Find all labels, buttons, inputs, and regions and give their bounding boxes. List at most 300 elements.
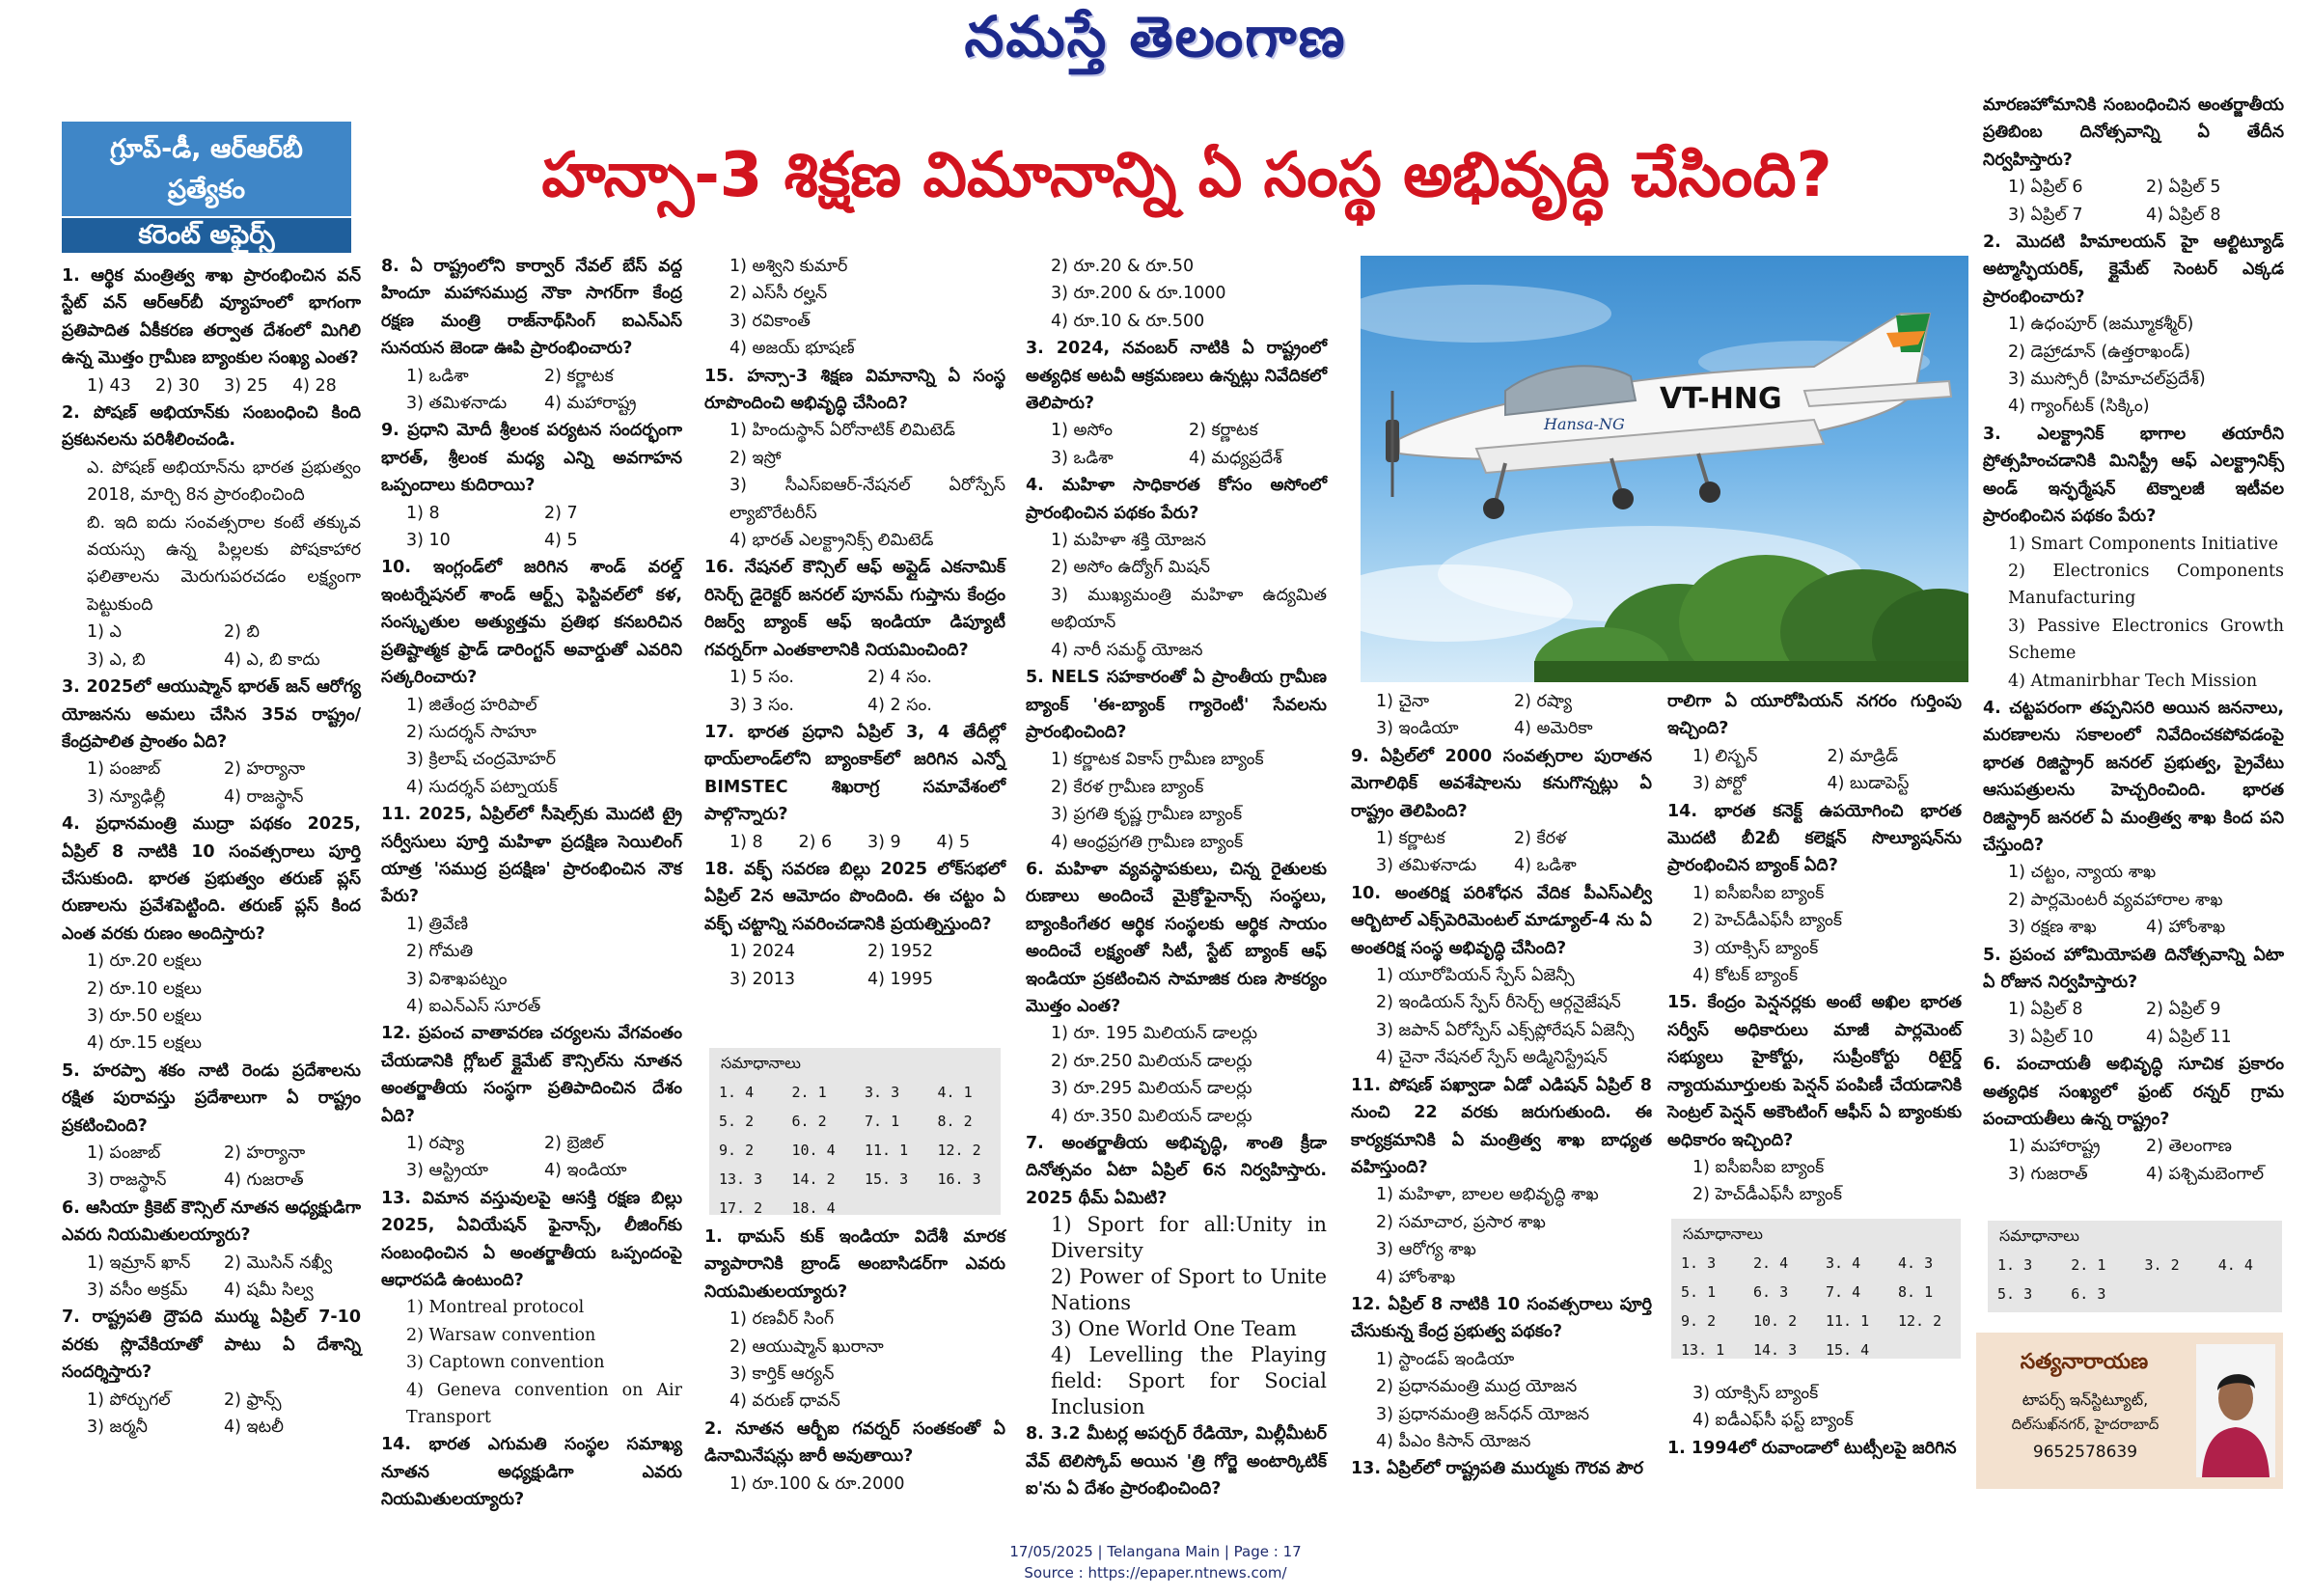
question: 8. 3.2 మీటర్ల అపర్చర్ రేడియో, మిల్లీమీటర్ వేవ్ టెలిస్కోప్ అయిన 'త్రి గోర్జె అంటార్కిటిక్ ఐ'ను ఏ దేశం ప్రారంభించింది? (1026, 1424, 1327, 1500)
answer-cell: 3. 3 (865, 1084, 900, 1101)
option: 1) పంజాబ్ (87, 1143, 161, 1163)
option: 4) ఐఎన్ఎస్ సూరత్ (406, 996, 541, 1016)
option: 4) అజయ్ భూషణ్ (729, 339, 855, 359)
option: 3) జపాన్ ఏరోస్పేస్ ఎక్స్‌ప్లోరేషన్ ఏజెన్సీ (1376, 1020, 1635, 1040)
option: 3) ముస్సోరీ (హిమాచల్‌ప్రదేశ్) (2008, 370, 2206, 390)
avatar (2196, 1344, 2275, 1477)
question: 13. విమాన వస్తువులపై ఆసక్తి రక్షణ బిల్లు 2025, ఏవియేషన్ ఫైనాన్స్, లీజింగ్‌కు సంబంధించిన ఏ అంతర్జాతీయ ఒప్పందంపై ఆధారపడి ఉంటుంది? (381, 1188, 682, 1291)
option: 1) రణవీర్ సింగ్ (729, 1309, 835, 1330)
question: 7. అంతర్జాతీయ అభివృద్ధి, శాంతి క్రీడా దినోత్సవం ఏటా ఏప్రిల్ 6న నిర్వహిస్తారు. 2025 థీమ్ ఏమిటి? (1026, 1134, 1327, 1208)
question: 6. మహిళా వ్యవస్థాపకులు, చిన్న రైతులకు రుణాలు అందించే మైక్రోఫైనాన్స్ సంస్థలు, బ్యాంకింగేతర ఆర్థిక సంస్థలకు ఆర్థిక సాయం అందించే లక్ష్యంతో సిటీ, స్టేట్ బ్యాంక్ ఆఫ్ ఇండియా ప్రకటించిన సామాజిక రుణ సౌకర్యం మొత్తం ఎంత? (1026, 859, 1327, 1016)
option: 2) బి (224, 622, 261, 643)
option: 1) ఒడిశా (406, 366, 469, 386)
author-name: సత్యనారాయణ (2020, 1350, 2149, 1374)
option: 4) వరుణ్ ధావన్ (729, 1391, 840, 1412)
option: 1) 5 సం. (729, 668, 794, 688)
options (1983, 174, 2284, 201)
answer-cell: 14. 3 (1753, 1341, 1798, 1359)
option: 3) రూ.295 మిలియన్ డాలర్లు (1051, 1079, 1252, 1099)
option: 1) చట్టం, న్యాయ శాఖ (2008, 863, 2157, 883)
option: 4) నారీ సమర్థ్ యోజన (1051, 640, 1203, 660)
option: 1) హిందుస్థాన్ ఏరోనాటిక్ లిమిటెడ్ (729, 421, 955, 441)
option: 2) హెచ్‌డీఎఫ్‌సీ బ్యాంక్ (1692, 1185, 1842, 1205)
question: 14. భారత కనెక్ట్ ఉపయోగించి భారత మొదటి బీ2బీ కలెక్షన్ సొల్యూషన్‌ను ప్రారంభించిన బ్యాంక్ ఏది? (1667, 801, 1962, 876)
option: 2) ఇండియన్ స్పేస్ రీసెర్చ్ ఆర్గనైజేషన్ (1376, 993, 1621, 1013)
question: 9. ఏప్రిల్‌లో 2000 సంవత్సరాల పురాతన మెగాలిథిక్ అవశేషాలను కనుగొన్నట్లు ఏ రాష్ట్రం తెలిపింది? (1351, 746, 1652, 821)
option: 4) Geneva convention on Air Transport (406, 1380, 682, 1428)
question: 2. మొదటి హిమాలయన్ హై ఆల్టిట్యూడ్ అట్మాస్ఫియరిక్, క్లైమేట్ సెంటర్ ఎక్కడ ప్రారంభించారు? (1983, 233, 2284, 307)
option: 3) క్రిలాష్ చంద్రమోహర్ (406, 750, 557, 770)
answer-cell: 3. 4 (1826, 1254, 1861, 1272)
answer-cell: 4. 1 (937, 1084, 973, 1101)
section-banner (62, 122, 351, 216)
options (1351, 715, 1652, 742)
question: 4. చట్టపరంగా తప్పనిసరి అయిన జననాలు, మరణాలను సకాలంలో నివేదించకపోవడంపై భారత రిజిస్ట్రార్ జనరల్ ప్రభుత్వ, ప్రైవేటు ఆసుపత్రులను హెచ్చరించింది. భారత రిజిస్ట్రార్ జనరల్ ఏ మంత్రిత్వ శాఖ కింద పని చేస్తుంది? (1983, 698, 2284, 855)
answer-cell: 10. 2 (1753, 1312, 1798, 1330)
option: 1) ఏప్రిల్ 6 (2008, 178, 2083, 198)
answer-cell: 2. 1 (791, 1084, 827, 1101)
option: 1) Montreal protocol (406, 1298, 585, 1318)
option: 4) రూ.15 లక్షలు (87, 1033, 202, 1054)
option: 2) ఎస్‌సీ రల్హన్ (729, 284, 828, 304)
page-footer (0, 1541, 2311, 1583)
option: 4) రూ.350 మిలియన్ డాలర్లు (1051, 1106, 1252, 1126)
option: 3) న్యూఢిల్లీ (87, 786, 166, 807)
answer-cell: 17. 2 (719, 1199, 763, 1217)
options (704, 664, 1005, 691)
option: 3) 25 (224, 375, 268, 396)
answer-cell: 13. 1 (1681, 1341, 1725, 1359)
option: 4) ఏప్రిల్ 11 (2146, 1027, 2232, 1047)
option: 1) Sport for all:Unity in Diversity (1051, 1213, 1327, 1263)
question-continued: రాలిగా ఏ యూరోపియన్ నగరం గుర్తింపు ఇచ్చింది? (1667, 692, 1962, 739)
question: 12. ఏప్రిల్ 8 నాటికి 10 సంవత్సరాలు పూర్తి చేసుకున్న కేంద్ర ప్రభుత్వ పథకం? (1351, 1294, 1652, 1342)
answers-table (1671, 1249, 1961, 1364)
options (1983, 1161, 2284, 1188)
option: 2) పార్లమెంటరీ వ్యవహారాల శాఖ (2008, 890, 2223, 910)
answer-cell: 14. 2 (791, 1170, 836, 1188)
option: 3) ఏప్రిల్ 7 (2008, 205, 2083, 225)
option: 3) జర్మనీ (87, 1417, 148, 1438)
option: 3) రక్షణ శాఖ (2008, 918, 2097, 938)
option: 2) Power of Sport to Unite Nations (1051, 1265, 1327, 1315)
option: 2) హర్యానా (224, 1143, 306, 1163)
answer-cell: 15. 4 (1826, 1341, 1870, 1359)
question: 5. ప్రపంచ హోమియోపతి దినోత్సవాన్ని ఏటా ఏ రోజున నిర్వహిస్తారు? (1983, 945, 2284, 992)
answer-cell: 5. 3 (1997, 1285, 2033, 1303)
option: 3) కార్తిక్ ఆర్యన్ (729, 1364, 835, 1385)
question: 5. హరప్పా శకం నాటి రెండు ప్రదేశాలను రక్షిత పురావస్తు ప్రదేశాలుగా ఏ రాష్ట్రం ప్రకటించింది? (62, 1060, 361, 1136)
question: 11. పోషణ్ పఖ్వాడా ఏడో ఎడిషన్ ఏప్రిల్ 8 నుంచి 22 వరకు జరుగుతుంది. ఈ కార్యక్రమానికి ఏ మంత్రిత్వ శాఖ బాధ్యత వహిస్తుంది? (1351, 1075, 1652, 1177)
option: 3) ముఖ్యమంత్రి మహిళా ఉద్యమిత అభియాన్ (1051, 585, 1327, 633)
options (1983, 1133, 2284, 1160)
question: 14. భారత ఎగుమతి సంస్థల సమాఖ్య నూతన అధ్యక్షుడిగా ఎవరు నియమితులయ్యారు? (381, 1435, 682, 1510)
option: 2) రూ.20 & రూ.50 (1051, 257, 1195, 276)
answer-cell: 6. 3 (1753, 1283, 1789, 1301)
options (381, 1130, 682, 1157)
option: 2) గోమతి (406, 942, 474, 962)
option: 1) కర్ణాటక (1376, 829, 1445, 849)
column-3-lower (704, 1224, 1005, 1498)
option: 1) అసోం (1051, 421, 1114, 441)
answer-cell: 12. 2 (1898, 1312, 1942, 1330)
answer-cell: 15. 3 (865, 1170, 909, 1188)
options (704, 966, 1005, 993)
options (1351, 825, 1652, 852)
option: 1) కర్ణాటక వికాస్ గ్రామీణ బ్యాంక్ (1051, 750, 1264, 770)
option: 2) ఏప్రిల్ 9 (2146, 1000, 2221, 1020)
option: 1) రూ.20 లక్షలు (87, 951, 202, 972)
option: 3) Passive Electronics Growth Scheme (2008, 616, 2284, 664)
option: 4) ఆంధ్రప్రగతి గ్రామీణ బ్యాంక్ (1051, 832, 1244, 852)
option: 4) మహారాష్ట్ర (544, 394, 637, 414)
option: 4) అమెరికా (1514, 719, 1593, 739)
question: 17. భారత ప్రధాని ఏప్రిల్ 3, 4 తేదీల్లో థాయ్‌లాండ్‌లోని బ్యాంకాక్‌లో జరిగిన ఎన్నో BIMSTEC శిఖరాగ్ర సమావేశంలో పాల్గొన్నారు? (704, 722, 1005, 825)
answer-cell: 12. 2 (937, 1142, 981, 1159)
options (1983, 996, 2284, 1023)
option: 4) Levelling the Playing field: Sport for Social Inclusion (1051, 1343, 1327, 1419)
answer-cell: 16. 3 (937, 1170, 981, 1188)
option: 2) Warsaw convention (406, 1325, 596, 1345)
option: 4) ఐడీఎఫ్‌సీ ఫస్ట్ బ్యాంక్ (1692, 1411, 1854, 1431)
option: 4) ఎ, బి కాదు (224, 649, 320, 670)
option: 3) రూ.200 & రూ.1000 (1051, 284, 1226, 304)
option: 2) 30 (155, 375, 200, 396)
question: 6. పంచాయతీ అభివృద్ధి సూచిక ప్రకారం అత్యధిక సంఖ్యలో ఫ్రంట్ రన్నర్ గ్రామ పంచాయతీలు ఉన్న రాష్ట్రం? (1983, 1055, 2284, 1130)
option: 4) పీఎం కిసాన్ యోజన (1376, 1431, 1531, 1451)
answer-cell: 1. 4 (719, 1084, 755, 1101)
answer-cell: 9. 2 (1681, 1312, 1717, 1330)
answers-title: సమాధానాలు (721, 1054, 801, 1072)
option: 3) రూ.50 లక్షలు (87, 1005, 202, 1026)
answers-title: సమాధానాలు (1683, 1225, 1763, 1243)
option: 3) యాక్సిస్ బ్యాంక్ (1692, 1384, 1819, 1403)
option: 1) అశ్విని కుమార్ (729, 257, 848, 276)
answer-cell: 2. 4 (1753, 1254, 1789, 1272)
options (704, 829, 1005, 856)
author-location: దిల్‌సుఖ్‌నగర్, హైదరాబాద్ (2011, 1416, 2160, 1433)
options (1026, 417, 1327, 444)
answer-cell: 5. 2 (719, 1113, 755, 1130)
option: 4) ఒడిశా (1514, 856, 1577, 876)
options (1351, 852, 1652, 879)
option: 1) Smart Components Initiative (2008, 534, 2278, 554)
options (62, 1277, 361, 1304)
option: 2) హెచ్‌డీఎఫ్‌సీ బ్యాంక్ (1692, 911, 1842, 931)
answers-box-3 (1988, 1221, 2282, 1312)
headline: హన్సా-3 శిక్షణ విమానాన్ని ఏ సంస్థ అభివృద్ధి చేసింది? (541, 140, 1832, 211)
question: 10. అంతరిక్ష పరిశోధన వేదిక పీఎస్ఎల్వీ ఆర్బిటాల్ ఎక్స్‌పెరిమెంటల్ మాడ్యూల్-4 ను ఏ అంతరిక్ష సంస్థ అభివృద్ధి చేసింది? (1351, 883, 1652, 958)
option: 1) ఐసీఐసీఐ బ్యాంక్ (1692, 1157, 1825, 1177)
option: 2) ఏప్రిల్ 5 (2146, 178, 2221, 198)
option: 3) ఇండియా (1376, 719, 1459, 739)
option: 2) మొసిన్ నఖ్వీ (224, 1252, 333, 1273)
aircraft-registration: VT-HNG (1660, 382, 1782, 416)
answers-table (709, 1078, 1001, 1223)
option: 3) 2013 (729, 969, 796, 989)
aircraft (1386, 314, 1951, 519)
english-options (1026, 1212, 1327, 1420)
question: 18. వక్ఫ్ సవరణ బిల్లు 2025 లోక్‌సభలో ఏప్రిల్ 2న ఆమోదం పొందింది. ఈ చట్టం ఏ వక్ఫ్ చట్టాన్ని సవరించడానికి ప్రయత్నిస్తుంది? (704, 859, 1005, 934)
options (381, 527, 682, 554)
option: 4) మధ్యప్రదేశ్ (1189, 448, 1282, 468)
statement: బి. ఇది ఐదు సంవత్సరాల కంటే తక్కువ వయస్సు ఉన్న పిల్లలకు పోషకాహార ఫలితాలను మెరుగుపరచడం లక్ష్యంగా పెట్టుకుంది (87, 512, 361, 615)
option: 2) ప్రధానమంత్రి ముద్ర యోజన (1376, 1377, 1578, 1397)
question: 6. ఆసియా క్రికెట్ కౌన్సిల్ నూతన అధ్యక్షుడిగా ఎవరు నియమితులయ్యారు? (62, 1197, 361, 1246)
question: 4. మహిళా సాధికారత కోసం అసోంలో ప్రారంభించిన పథకం పేరు? (1026, 476, 1327, 523)
option: 2) మాడ్రిడ్ (1827, 746, 1899, 766)
options (62, 1167, 361, 1194)
option: 2) రూ.250 మిలియన్ డాలర్లు (1051, 1051, 1252, 1071)
option: 1) 8 (406, 503, 440, 523)
option: 3) Captown convention (406, 1353, 605, 1373)
question: 1. థామస్ కుక్ ఇండియా విదేశీ మారక వ్యాపారానికి బ్రాండ్ అంబాసిడర్‌గా ఎవరు నియమితులయ్యారు? (704, 1227, 1005, 1302)
question: 4. ప్రధానమంత్రి ముద్రా పథకం 2025, ఏప్రిల్ 8 నాటికి 10 సంవత్సరాలు పూర్తి చేసుకుంది. భారత ప్రభుత్వం తరుణ్ ప్లస్ రుణాలను ప్రవేశపెట్టింది. తరుణ్ ప్లస్ కింద ఎంత వరకు రుణం అందిస్తారు? (62, 814, 361, 944)
column-2 (381, 253, 682, 1514)
options (704, 938, 1005, 965)
option: 3) ఎ, బి (87, 649, 146, 670)
option: 4) ఇండియా (544, 1161, 627, 1181)
author-phone: 9652578639 (2032, 1443, 2138, 1462)
answer-cell: 8. 2 (937, 1113, 973, 1130)
option: 2) ఫ్రాన్స్ (224, 1390, 282, 1410)
options (381, 390, 682, 417)
option: 2) సమాచార, ప్రసార శాఖ (1376, 1212, 1546, 1232)
option: 3) ఆస్ట్రియా (406, 1161, 488, 1181)
option: 4) సుదర్శన్ పట్నాయక్ (406, 777, 558, 797)
options (1667, 743, 1962, 770)
options (62, 619, 361, 646)
option: 2) కర్ణాటక (544, 366, 614, 386)
options (381, 500, 682, 527)
answer-cell: 7. 4 (1826, 1283, 1861, 1301)
option: 3) 3 సం. (729, 695, 794, 715)
option: 2) 7 (544, 503, 578, 523)
option: 4) బుడాపెస్ట్ (1827, 774, 1910, 794)
answer-cell: 10. 4 (791, 1142, 836, 1159)
option: 3) ఏప్రిల్ 10 (2008, 1027, 2094, 1047)
option: 1) చైనా (1376, 692, 1430, 711)
aircraft-photo (1361, 256, 1968, 682)
options (62, 372, 361, 399)
answers-title: సమాధానాలు (1999, 1226, 2079, 1245)
option: 2) 4 సం. (867, 668, 932, 688)
option: 2) 6 (798, 832, 833, 852)
option: 3) వసీం అక్రమ్ (87, 1280, 188, 1301)
option: 4) 2 సం. (867, 695, 932, 715)
option: 4) రాజస్థాన్ (224, 786, 304, 807)
section-banner-line1: గ్రూప్-డీ, ఆర్ఆర్‌బీ (110, 134, 303, 164)
option: 2) కర్ణాటక (1189, 421, 1258, 441)
option: 1) రూ. 195 మిలియన్ డాలర్లు (1051, 1024, 1258, 1044)
question: 9. ప్రధాని మోదీ శ్రీలంక పర్యటన సందర్భంగా భారత్, శ్రీలంక మధ్య ఎన్ని అవగాహన ఒప్పందాలు కుదిరాయి? (381, 421, 682, 496)
answer-cell: 11. 1 (865, 1142, 909, 1159)
option: 4) ఏప్రిల్ 8 (2146, 205, 2221, 225)
question: 3. 2025లో ఆయుష్మాన్ భారత్ జన్ ఆరోగ్య యోజనను అమలు చేసిన 35వ రాష్ట్రం/ కేంద్రపాలిత ప్రాంతం ఏది? (62, 677, 361, 752)
option: 3) 10 (406, 531, 451, 551)
column-4 (1026, 253, 1327, 1502)
answer-cell: 6. 3 (2071, 1285, 2106, 1303)
answer-cell: 3. 2 (2144, 1256, 2180, 1274)
answer-cell: 1. 3 (1681, 1254, 1717, 1272)
author-box (1976, 1333, 2283, 1489)
question: 10. ఇంగ్లండ్‌లో జరిగిన శాండ్ వరల్డ్ ఇంటర్నేషనల్ శాండ్ ఆర్ట్స్ ఫెస్టివల్‌లో కళ, సంస్కృతుల అత్యుత్తమ ప్రతిభ కనబరిచిన ప్రతిష్టాత్మక ఫ్రాడ్ డారింగ్టన్ అవార్డుతో ఎవరిని సత్కరించారు? (381, 558, 682, 688)
answer-cell: 9. 2 (719, 1142, 755, 1159)
answer-cell: 13. 3 (719, 1170, 763, 1188)
option: 2) హర్యానా (224, 759, 306, 780)
question: 3. 2024, నవంబర్ నాటికి ఏ రాష్ట్రంలో అత్యధిక అటవీ ఆక్రమణలు ఉన్నట్లు నివేదికలో తెలిపారు? (1026, 339, 1327, 414)
option: 1) పంజాబ్ (87, 759, 161, 780)
option: 1) 43 (87, 375, 131, 396)
english-options (1983, 531, 2284, 695)
option: 3) పోర్టో (1692, 774, 1747, 794)
answer-cell: 5. 1 (1681, 1283, 1717, 1301)
question: 7. రాష్ట్రపతి ద్రౌపది ముర్ము ఏప్రిల్ 7-10 వరకు స్లొవేకియాతో పాటు ఏ దేశాన్ని సందర్శిస్తారు? (62, 1307, 361, 1383)
options (62, 784, 361, 811)
option: 4) 28 (292, 375, 337, 396)
statement: ఎ. పోషణ్ అభియాన్‌ను భారత ప్రభుత్వం 2018, మార్చి 8న ప్రారంభించింది (87, 457, 361, 506)
option: 3) గుజరాత్ (2008, 1164, 2088, 1184)
option: 4) రూ.10 & రూ.500 (1051, 311, 1205, 331)
option: 3) తమిళనాడు (1376, 856, 1477, 876)
options (1667, 770, 1962, 797)
option: 1) ఇమ్రాన్ ఖాన్ (87, 1252, 191, 1273)
answers-box-2 (1671, 1219, 1961, 1359)
option: 1) 8 (729, 832, 763, 852)
aircraft-script: Hansa-NG (1544, 415, 1625, 433)
question: 15. హన్సా-3 శిక్షణ విమానాన్ని ఏ సంస్థ రూపొందించి అభివృద్ధి చేసింది? (704, 366, 1005, 414)
option: 3) యాక్సిస్ బ్యాంక్ (1692, 938, 1819, 958)
option: 1) రూ.100 & రూ.2000 (729, 1473, 905, 1494)
answer-cell: 1. 3 (1997, 1256, 2033, 1274)
option: 1) మహిళా, బాలల అభివృద్ధి శాఖ (1376, 1185, 1599, 1205)
options (1351, 688, 1652, 715)
question: 13. ఏప్రిల్‌లో రాష్ట్రపతి ముర్ముకు గౌరవ పౌర (1351, 1459, 1644, 1479)
option: 2) రష్యా (1514, 692, 1572, 711)
question: 15. కేంద్రం పెన్షనర్లకు అంటే అఖిల భారత సర్వీస్ అధికారులు మాజీ పార్లమెంట్ సభ్యులు హైకోర్టు, సుప్రీంకోర్టు రిటైర్డ్ న్యాయమూర్తులకు పెన్షన్ పంపిణీ చేయడానికి సెంట్రల్ పెన్షన్ అకౌంటింగ్ ఆఫీస్ ఏ బ్యాంకుకు అధికారం ఇచ్చింది? (1667, 993, 1962, 1150)
question: 8. ఏ రాష్ట్రంలోని కార్వార్ నేవల్ బేస్ వద్ద హిందూ మహాసముద్ర నౌకా సాగర్‌గా కేంద్ర రక్షణ మంత్రి రాజ్‌నాథ్‌సింగ్ ఐఎన్ఎస్ సునయన జెండా ఊపి ప్రారంభించారు? (381, 257, 682, 359)
option: 2) Electronics Components Manufacturing (2008, 561, 2284, 609)
option: 3) ప్రధానమంత్రి జన్‌ధన్ యోజన (1376, 1404, 1590, 1424)
option: 4) కోటక్ బ్యాంక్ (1692, 966, 1799, 986)
footer-edition: 17/05/2025 | Telangana Main | Page : 17 (1009, 1543, 1302, 1560)
option: 4) 5 (936, 832, 971, 852)
options (381, 1157, 682, 1184)
option: 3) 9 (867, 832, 901, 852)
column-3 (704, 253, 1005, 993)
option: 2) డెహ్రాడూన్ (ఉత్తరాఖండ్) (2008, 342, 2191, 362)
option: 1) మహిళా శక్తి యోజన (1051, 531, 1206, 551)
answer-cell: 8. 1 (1898, 1283, 1934, 1301)
option: 1) లిస్బన్ (1692, 746, 1758, 766)
question-continued: మారణహోమానికి సంబంధించిన అంతర్జాతీయ ప్రతిబింబ దినోత్సవాన్ని ఏ తేదీన నిర్వహిస్తారు? (1983, 96, 2284, 170)
option: 2) తెలంగాణ (2146, 1137, 2232, 1157)
question: 3. ఎలక్ట్రానిక్ భాగాల తయారీని ప్రోత్సహించడానికి మినిస్ట్రీ ఆఫ్ ఎలక్ట్రానిక్స్ అండ్ ఇన్ఫర్మేషన్ టెక్నాలజీ ఇటీవల ప్రారంభించిన పథకం పేరు? (1983, 424, 2284, 527)
aircraft-illustration (1361, 256, 1968, 682)
question: 1. ఆర్థిక మంత్రిత్వ శాఖ ప్రారంభించిన వన్ స్టేట్ వన్ ఆర్ఆర్‌బీ వ్యూహంలో భాగంగా ప్రతిపాదిత ఏకీకరణ తర్వాత దేశంలో మిగిలి ఉన్న మొత్తం గ్రామీణ బ్యాంకుల సంఖ్య ఎంత? (62, 266, 361, 369)
option: 4) 1995 (867, 969, 934, 989)
column-7 (1983, 92, 2284, 1188)
option: 3) ఒడిశా (1051, 448, 1114, 468)
question: 12. ప్రపంచ వాతావరణ చర్యలను వేగవంతం చేయడానికి గ్లోబల్ క్లైమేట్ కౌన్సిల్‌ను నూతన అంతర్జాతీయ సంస్థగా ప్రతిపాదించిన దేశం ఏది? (381, 1024, 682, 1126)
option: 1) ఏప్రిల్ 8 (2008, 1000, 2083, 1020)
column-5 (1351, 688, 1652, 1483)
option: 3) రాజస్థాన్ (87, 1170, 167, 1191)
option: 4) 5 (544, 531, 578, 551)
options (62, 647, 361, 674)
option: 4) షమీ సిల్వ (224, 1280, 314, 1301)
option: 3) సీఎస్ఐఆర్-నేషనల్ ఏరోస్పేస్ ల్యాబొరేటరీస్ (729, 476, 1005, 523)
answer-cell: 18. 4 (791, 1199, 836, 1217)
option: 4) ఇటలీ (224, 1417, 284, 1438)
section-banner-line2: ప్రత్యేకం (167, 175, 246, 205)
answer-cell: 4. 4 (2217, 1256, 2253, 1274)
option: 2) ఇస్రో (729, 448, 782, 468)
option: 1) త్రివేణి (406, 914, 469, 934)
option: 2) అసోం ఉద్యోగ్ మిషన్ (1051, 558, 1211, 578)
option: 1) రష్యా (406, 1134, 464, 1153)
masthead: నమస్తే తెలంగాణ (964, 4, 1347, 69)
options (62, 1387, 361, 1414)
question: 11. 2025, ఏప్రిల్‌లో సీషెల్స్‌కు మొదటి ట్రై సర్వీసులు పూర్తి మహిళా ప్రదక్షిణ సెయిలింగ్ యాత్ర 'సముద్ర ప్రదక్షిణ' ప్రారంభించిన నౌక పేరు? (381, 805, 682, 907)
options (62, 756, 361, 783)
answer-cell: 2. 1 (2071, 1256, 2106, 1274)
option: 2) కేరళ (1514, 829, 1567, 849)
option: 3) ఆరోగ్య శాఖ (1376, 1240, 1476, 1260)
section-tag: కరెంట్ అఫైర్స్ (62, 218, 351, 253)
option: 4) గుజరాత్ (224, 1170, 304, 1191)
column-1 (62, 262, 361, 1441)
answer-cell: 7. 1 (865, 1113, 900, 1130)
question: 16. నేషనల్ కౌన్సిల్ ఆఫ్ అప్లైడ్ ఎకనామిక్ రిసెర్చ్ డైరెక్టర్ జనరల్ పూనమ్ గుప్తాను కేంద్రం రిజర్వ్ బ్యాంక్ ఆఫ్ ఇండియా డిప్యూటీ గవర్నర్‌గా ఎంతకాలానికి నియమించింది? (704, 558, 1005, 660)
option: 1) ఎ (87, 622, 122, 643)
options (704, 692, 1005, 719)
question: 2. పోషణ్ అభియాన్‌కు సంబంధించి కింది ప్రకటనలను పరిశీలించండి. (62, 403, 361, 451)
option: 3) తమిళనాడు (406, 394, 508, 414)
option: 2) రూ.10 లక్షలు (87, 978, 202, 999)
option: 4) చైనా నేషనల్ స్పేస్ అడ్మినిస్ట్రేషన్ (1376, 1048, 1608, 1068)
author-institute: టాపర్స్ ఇన్‌స్టిట్యూట్, (2022, 1390, 2149, 1409)
question: 2. నూతన ఆర్బీఐ గవర్నర్ సంతకంతో ఏ డినామినేషన్లు జారీ అవుతాయి? (704, 1418, 1005, 1467)
column-6-lower (1667, 1380, 1962, 1462)
option: 2) సుదర్శన్ సాహూ (406, 722, 536, 742)
option: 1) మహారాష్ట్ర (2008, 1137, 2101, 1157)
option: 1) 2024 (729, 942, 796, 962)
option: 3) ప్రగతి కృష్ణ గ్రామీణ బ్యాంక్ (1051, 805, 1243, 825)
option: 3) One World One Team (1051, 1317, 1297, 1341)
options (1983, 914, 2284, 941)
option: 4) గ్యాంగ్‌టక్ (సిక్కిం) (2008, 397, 2150, 417)
options (1983, 1024, 2284, 1051)
option: 1) ఉధంపూర్ (జమ్మూకశ్మీర్) (2008, 315, 2194, 335)
options (62, 1414, 361, 1441)
footer-source: Source : https://epaper.ntnews.com/ (1024, 1564, 1287, 1582)
options (1983, 202, 2284, 229)
options (62, 1250, 361, 1277)
option: 2) ఆయుష్మాన్ ఖురానా (729, 1336, 884, 1357)
question: 5. NELS సహకారంతో ఏ ప్రాంతీయ గ్రామీణ బ్యాంక్ 'ఈ-బ్యాంక్ గ్యారెంటీ' సేవలను ప్రారంభించింది? (1026, 668, 1327, 742)
column-6 (1667, 688, 1962, 1209)
option: 4) Atmanirbhar Tech Mission (2008, 671, 2258, 691)
answer-cell: 4. 3 (1898, 1254, 1934, 1272)
options (62, 1140, 361, 1167)
option: 4) పశ్చిమబెంగాల్ (2146, 1164, 2264, 1184)
option: 3) విశాఖపట్నం (406, 969, 508, 989)
options (1026, 445, 1327, 472)
option: 4) హోంశాఖ (1376, 1267, 1456, 1287)
option: 2) 1952 (867, 942, 934, 962)
option: 1) జితేంద్ర హరిపాల్ (406, 695, 537, 715)
